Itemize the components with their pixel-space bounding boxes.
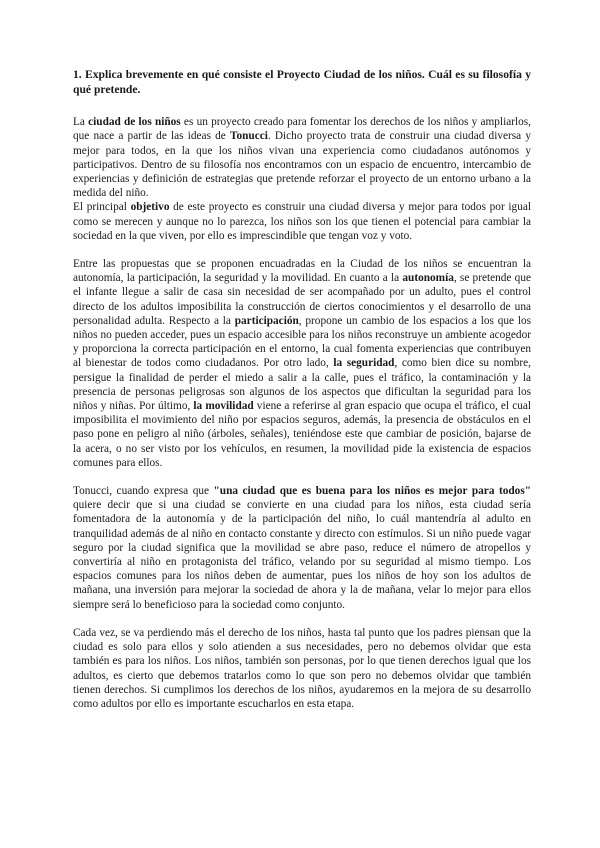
bold-term: la movilidad xyxy=(193,400,254,413)
text: , se pretende que el infante llegue a salir de casa sin necesidad de ser acompañado por un adulto, pues el control directo de los adultos imposibilita la construcción de ciertos conocimientos y el desarrollo de una personalidad adulta. Respecto a la xyxy=(73,272,531,327)
bold-quote: "una ciudad que es buena para los niños es mejor para todos" xyxy=(213,485,531,498)
text: . Dicho proyecto trata de construir una ciudad diversa y mejor para todos, en la que los niños vivan una experiencia como ciudadanos autónomos y participativos. Dentro de su filosofía nos encontramos con un espacio de encuentro, intercambio de experiencias y definición de estrategias que pretende reforzar el proyecto de un entorno urbano a la medida del niño. xyxy=(73,130,531,200)
text: , propone un cambio de los espacios a los que los niños no pueden acceder, pues un espacio accesible para los niños reconstruye un ambiente acogedor y proporciona la correcta participación en el entorno, la cual fomenta experiencias que contribuyen al bienestar de todos como ciudadanos. Por otro lado, xyxy=(73,314,531,370)
paragraph-intro xyxy=(73,115,531,200)
bold-term: autonomía xyxy=(402,272,454,285)
text: de este proyecto es construir una ciudad diversa y mejor para todos por igual como se merecen y aunque no lo parezca, los niños son los que tienen el potencial para cambiar la sociedad en la que viven, por ello es imprescindible que tengan voz y voto. xyxy=(73,201,531,242)
bold-term: ciudad de los niños xyxy=(88,116,181,129)
document-page xyxy=(73,68,531,711)
paragraph-tonucci-quote xyxy=(73,484,531,612)
bold-term: objetivo xyxy=(130,201,170,214)
text: La xyxy=(73,116,89,129)
paragraph-objective xyxy=(73,200,531,243)
text: quiere decir que si una ciudad se convierte en una ciudad para los niños, esta ciudad sería fomentadora de la autonomía y de la participación del niño, lo cuál mantendría al adulto en tranquilidad además de al niño en contacto constante y directo con estímulos. Si un niño puede vagar seguro por la ciudad significa que la movilidad se abre paso, reduce el número de atropellos y convertiría al niño en protagonista del tráfico, velando por su seguridad al mismo tiempo. Los espacios comunes para los niños deben de aumentar, pues los niños de hoy son los adultos de mañana, una inversión para mejorar la sociedad de ahora y la de mañana, velar lo mejor para ellos siempre será lo beneficioso para la sociedad como conjunto. xyxy=(73,499,531,611)
text: , como bien dice su nombre, persigue la finalidad de perder el miedo a salir a la calle, pues el tráfico, la contaminación y la presencia de personas peligrosas son algunos de los aspectos que dificultan la seguridad para los niños y niñas. Por último, xyxy=(73,357,531,413)
bold-term: la seguridad xyxy=(333,357,395,370)
bold-term: participación xyxy=(234,314,299,327)
question-heading: 1. Explica brevemente en qué consiste el Proyecto Ciudad de los niños. Cuál es su filosofía y qué pretende. xyxy=(73,68,531,96)
text: es un proyecto creado para fomentar los derechos de los niños y ampliarlos, que nace a partir de las ideas de xyxy=(73,116,531,143)
text: viene a referirse al gran espacio que ocupa el tráfico, el cual imposibilita el movimiento del niño por espacios seguros, además, la presencia de obstáculos en el paso pone en peligro al niño (árboles, señales), teniéndose este que cambiar de posición, bajarse de la acera, o no ser visto por los vehículos, en resumen, la movilidad pide la existencia de espacios comunes para ellos. xyxy=(73,400,532,469)
bold-term: Tonucci xyxy=(229,130,268,143)
text: Entre las propuestas que se proponen encuadradas en la Ciudad de los niños se encuentran la autonomía, la participación, la seguridad y la movilidad. En cuanto a la xyxy=(73,258,531,285)
paragraph-conclusion: Cada vez, se va perdiendo más el derecho de los niños, hasta tal punto que los padres piensan que la ciudad es solo para ellos y solo atienden a sus necesidades, pero no debemos olvidar que esta también es para los niños. Los niños, también son personas, por lo que tienen derechos igual que los adultos, es cierto que debemos tratarlos como lo que son pero no debemos olvidar que también tienen derechos. Si cumplimos los derechos de los niños, ayudaremos en la mejora de su desarrollo como adultos por ello es importante escucharlos en esta etapa. xyxy=(73,626,531,710)
text: El principal xyxy=(73,201,131,214)
text: Tonucci, cuando expresa que xyxy=(73,485,214,498)
paragraph-proposals xyxy=(73,257,531,470)
